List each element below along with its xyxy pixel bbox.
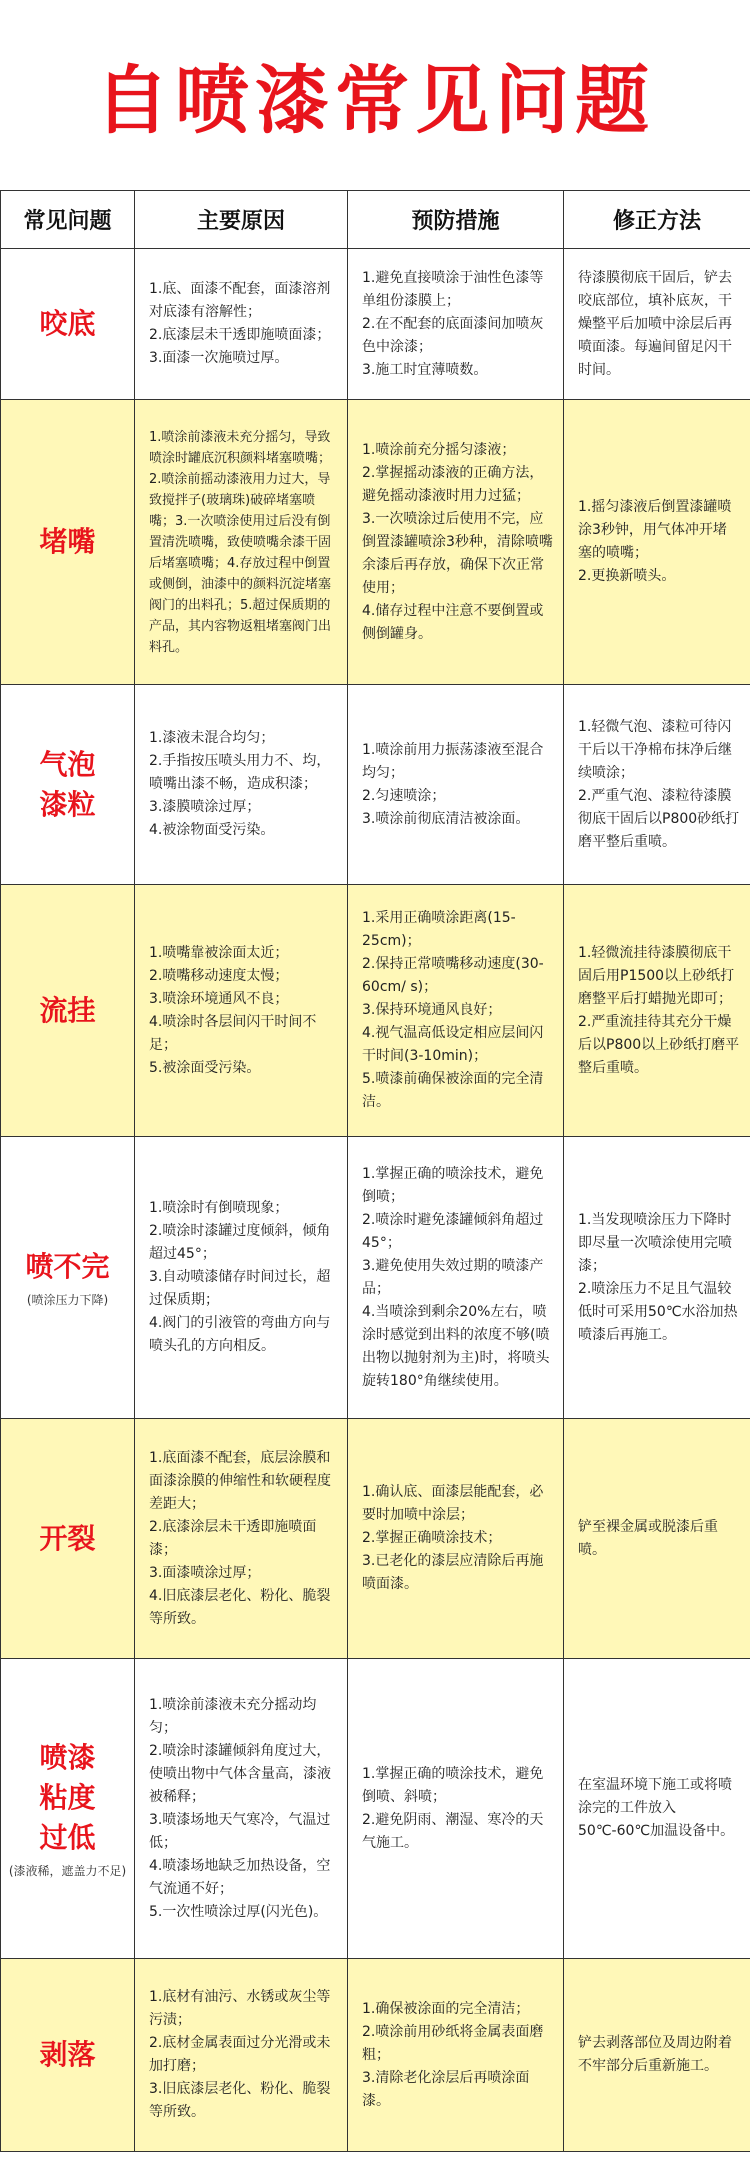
cause-cell: 1.喷涂时有倒喷现象； 2.喷涂时漆罐过度倾斜，倾角超过45°； 3.自动喷漆储存时间过长，超过保质期； 4.阀门的引液管的弯曲方向与喷头孔的方向相反。	[135, 1137, 348, 1419]
problem-label: 流挂	[39, 993, 96, 1027]
fix-cell: 铲去剥落部位及周边附着不牢部分后重新施工。	[564, 1959, 750, 2152]
problems-table	[0, 190, 750, 2152]
prevention-cell: 1.确保被涂面的完全清洁； 2.喷涂前用砂纸将金属表面磨粗； 3.清除老化涂层后再喷涂面漆。	[348, 1959, 564, 2152]
prevention-cell: 1.掌握正确的喷涂技术，避免倒喷； 2.喷涂时避免漆罐倾斜角超过45°； 3.避免使用失效过期的喷漆产品； 4.当喷涂到剩余20%左右，喷涂时感觉到出料的浓度不够(喷出物以抛射剂为主)时，将喷头旋转180°角继续使用。	[348, 1137, 564, 1419]
problem-note: (喷涂压力下降)	[26, 1292, 109, 1307]
problem-name	[1, 685, 135, 885]
fix-cell: 在室温环境下施工或将喷涂完的工件放入50℃-60℃加温设备中。	[564, 1659, 750, 1959]
page-title: 自喷漆常见问题	[95, 58, 655, 144]
header-cause: 主要原因	[135, 191, 348, 249]
table-row	[1, 1419, 750, 1659]
problem-label: 堵嘴	[39, 525, 96, 558]
fix-cell: 1.轻微气泡、漆粒可待闪干后以干净棉布抹净后继续喷涂； 2.严重气泡、漆粒待漆膜彻底干固后以P800砂纸打磨平整后重喷。	[564, 685, 750, 885]
cause-cell: 1.喷涂前漆液未充分摇匀，导致喷涂时罐底沉积颜料堵塞喷嘴；2.喷涂前摇动漆液用力过大，导致搅拌子(玻璃珠)破碎堵塞喷嘴；3.一次喷涂使用过后没有倒置清洗喷嘴，致使喷嘴余漆干固后堵塞喷嘴；4.存放过程中倒置或侧倒，油漆中的颜料沉淀堵塞阀门的出料孔；5.超过保质期的产品，其内容物返粗堵塞阀门出料孔。	[135, 400, 348, 685]
prevention-cell: 1.喷涂前充分摇匀漆液； 2.掌握摇动漆液的正确方法，避免摇动漆液时用力过猛； 3.一次喷涂过后使用不完，应倒置漆罐喷涂3秒种，清除喷嘴余漆后再存放，确保下次正常使用； 4.储存过程中注意不要倒置或侧倒罐身。	[348, 400, 564, 685]
problem-label: 开裂	[39, 1521, 96, 1555]
fix-cell: 1.摇匀漆液后倒置漆罐喷涂3秒钟，用气体冲开堵塞的喷嘴； 2.更换新喷头。	[564, 400, 750, 685]
problem-name	[1, 400, 135, 685]
table-row	[1, 885, 750, 1137]
table-header-row	[1, 191, 750, 249]
table-row	[1, 400, 750, 685]
problem-name	[1, 249, 135, 400]
cause-cell: 1.喷嘴靠被涂面太近； 2.喷嘴移动速度太慢； 3.喷涂环境通风不良； 4.喷涂时各层间闪干时间不足； 5.被涂面受污染。	[135, 885, 348, 1137]
problem-label: 喷不完	[25, 1249, 110, 1283]
problem-label: 剥落	[39, 2038, 96, 2071]
problem-name	[1, 885, 135, 1137]
cause-cell: 1.漆液未混合均匀； 2.手指按压喷头用力不、均，喷嘴出漆不畅，造成积漆； 3.漆膜喷涂过厚； 4.被涂物面受污染。	[135, 685, 348, 885]
fix-cell: 1.轻微流挂待漆膜彻底干固后用P1500以上砂纸打磨整平后打蜡抛光即可； 2.严重流挂待其充分干燥后以P800以上砂纸打磨平整后重喷。	[564, 885, 750, 1137]
fix-cell: 铲至裸金属或脱漆后重喷。	[564, 1419, 750, 1659]
problem-note: (漆液稀，遮盖力不足)	[8, 1863, 127, 1878]
prevention-cell: 1.确认底、面漆层能配套，必要时加喷中涂层； 2.掌握正确喷涂技术； 3.已老化的漆层应清除后再施喷面漆。	[348, 1419, 564, 1659]
header-problem: 常见问题	[1, 191, 135, 249]
cause-cell: 1.底材有油污、水锈或灰尘等污渍； 2.底材金属表面过分光滑或未加打磨； 3.旧底漆层老化、粉化、脆裂等所致。	[135, 1959, 348, 2152]
prevention-cell: 1.喷涂前用力振荡漆液至混合均匀； 2.匀速喷涂； 3.喷涂前彻底清洁被涂面。	[348, 685, 564, 885]
problem-label: 咬底	[39, 307, 96, 340]
problem-name	[1, 1959, 135, 2152]
cause-cell: 1.喷涂前漆液未充分摇动均匀； 2.喷涂时漆罐倾斜角度过大，使喷出物中气体含量高，漆液被稀释； 3.喷漆场地天气寒冷，气温过低； 4.喷漆场地缺乏加热设备，空气流通不好； 5.一次性喷涂过厚(闪光色)。	[135, 1659, 348, 1959]
prevention-cell: 1.采用正确喷涂距离(15-25cm)； 2.保持正常喷嘴移动速度(30-60cm/ s)； 3.保持环境通风良好； 4.视气温高低设定相应层间闪干时间(3-10min)； 5.喷漆前确保被涂面的完全清洁。	[348, 885, 564, 1137]
header-prevention: 预防措施	[348, 191, 564, 249]
fix-cell: 待漆膜彻底干固后，铲去咬底部位，填补底灰，干燥整平后加喷中涂层后再喷面漆。每遍间留足闪干时间。	[564, 249, 750, 400]
problem-label: 喷漆 粘度 过低	[39, 1740, 96, 1854]
prevention-cell: 1.避免直接喷涂于油性色漆等单组份漆膜上； 2.在不配套的底面漆间加喷灰色中涂漆； 3.施工时宜薄喷数。	[348, 249, 564, 400]
problem-name	[1, 1419, 135, 1659]
header-fix: 修正方法	[564, 191, 750, 249]
table-row	[1, 1959, 750, 2152]
table-row	[1, 1137, 750, 1419]
cause-cell: 1.底、面漆不配套，面漆溶剂对底漆有溶解性； 2.底漆层未干透即施喷面漆； 3.面漆一次施喷过厚。	[135, 249, 348, 400]
title-area	[0, 0, 750, 190]
cause-cell: 1.底面漆不配套，底层涂膜和面漆涂膜的伸缩性和软硬程度差距大； 2.底漆涂层未干透即施喷面漆； 3.面漆喷涂过厚； 4.旧底漆层老化、粉化、脆裂等所致。	[135, 1419, 348, 1659]
problem-label: 气泡 漆粒	[39, 747, 96, 821]
problem-name	[1, 1659, 135, 1959]
table-row	[1, 1659, 750, 1959]
problem-name	[1, 1137, 135, 1419]
fix-cell: 1.当发现喷涂压力下降时即尽量一次喷涂使用完喷漆； 2.喷涂压力不足且气温较低时可采用50℃水浴加热喷漆后再施工。	[564, 1137, 750, 1419]
table-row	[1, 685, 750, 885]
prevention-cell: 1.掌握正确的喷涂技术，避免倒喷、斜喷； 2.避免阴雨、潮湿、寒冷的天气施工。	[348, 1659, 564, 1959]
table-row	[1, 249, 750, 400]
